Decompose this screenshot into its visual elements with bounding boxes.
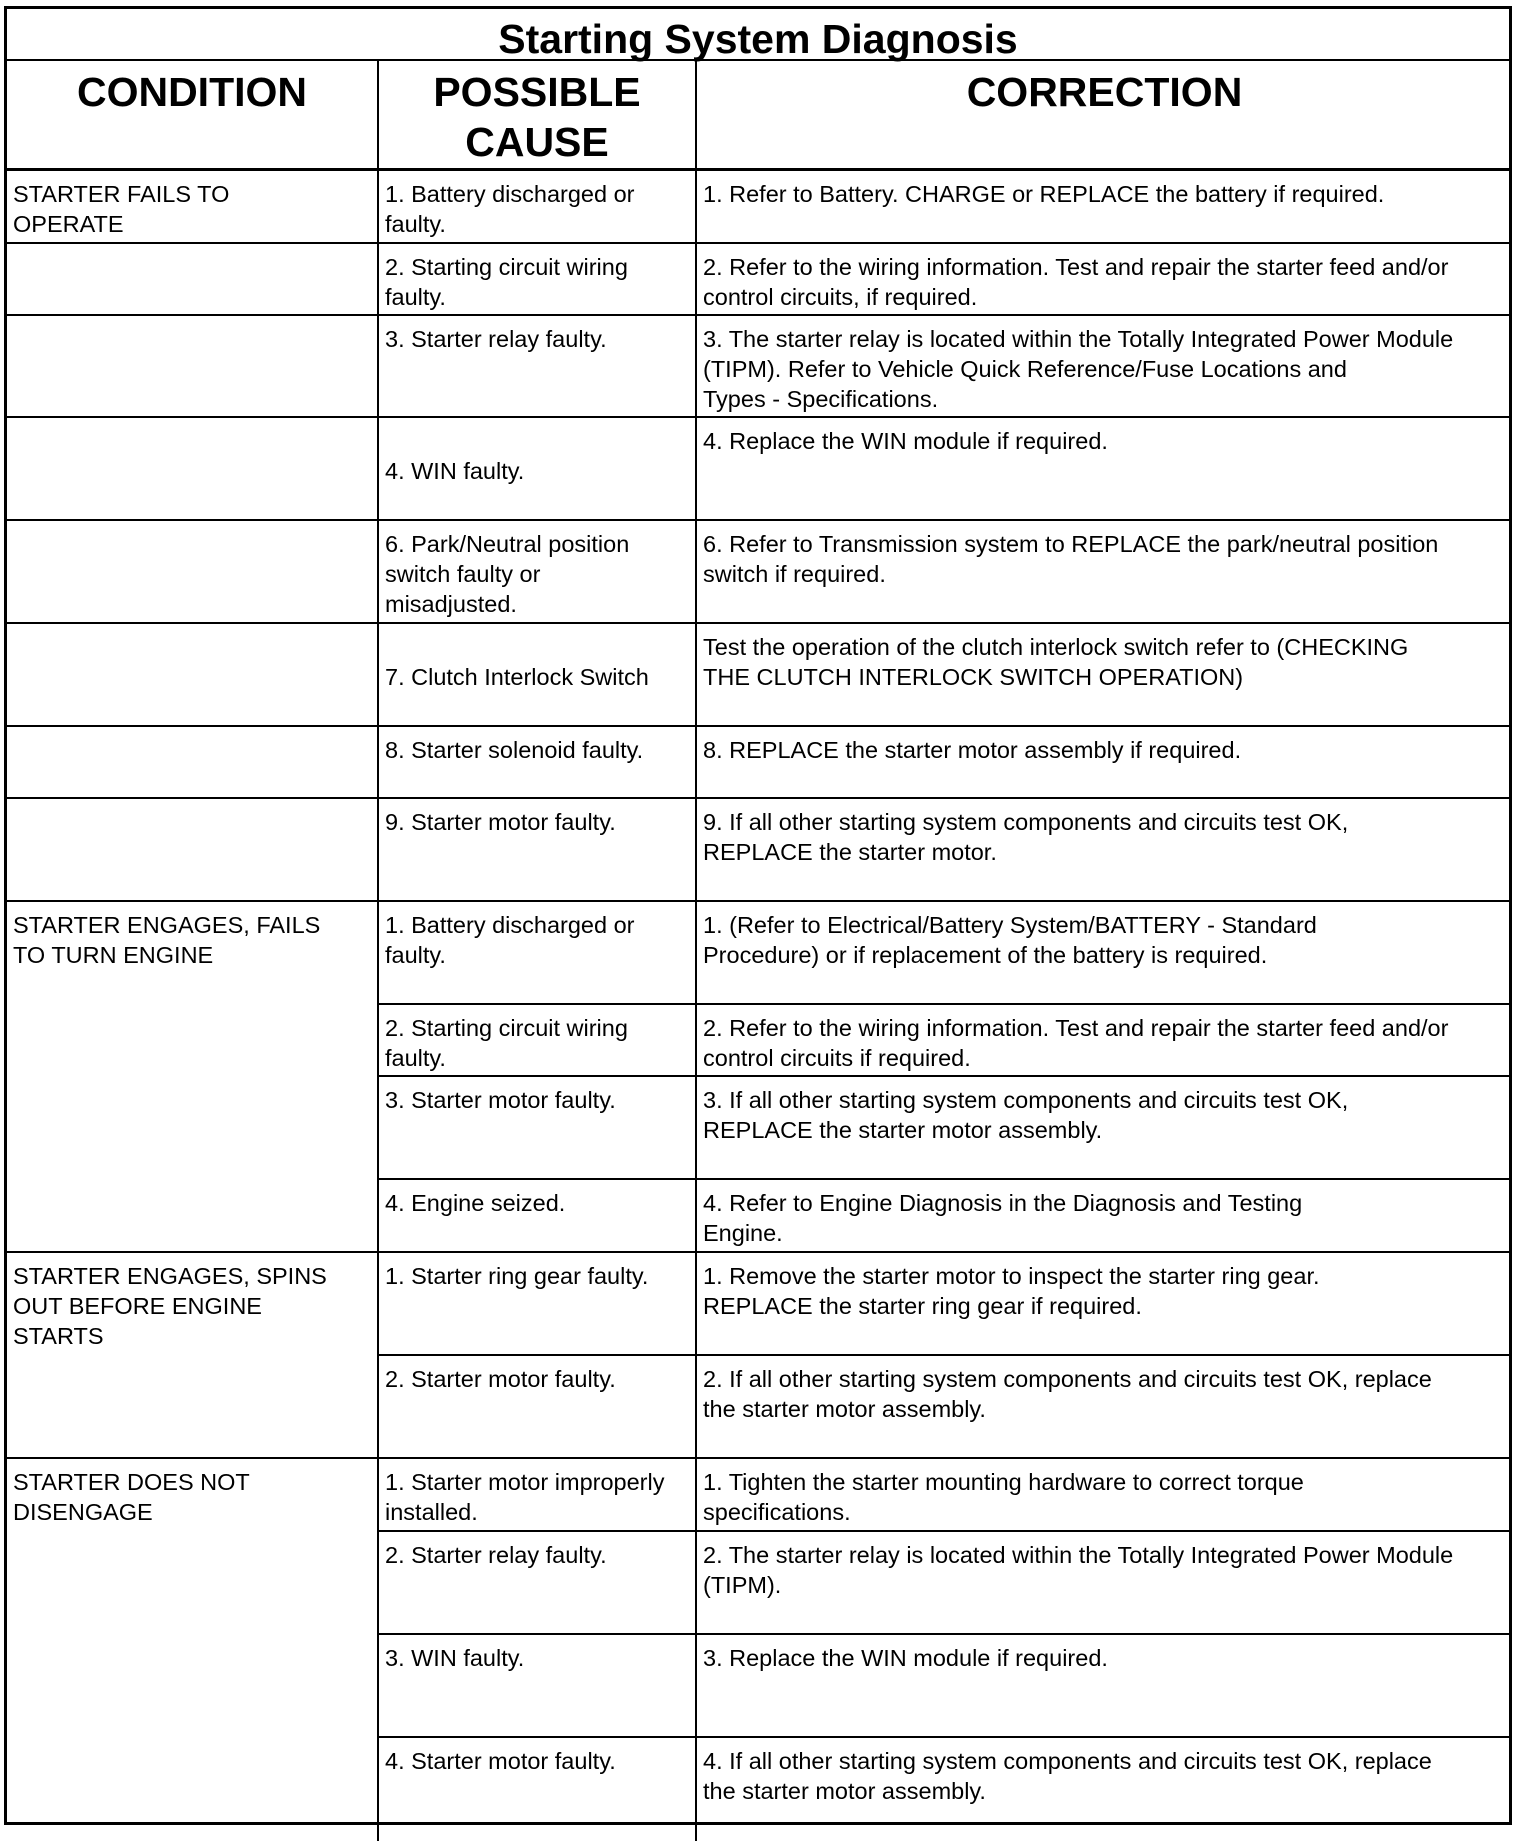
table-row	[7, 1077, 1512, 1180]
possible-cause-cell: 4. WIN faulty.	[379, 418, 697, 521]
possible-cause-cell: 1. Starter motor improperly installed.	[379, 1459, 697, 1532]
correction-cell: 6. Refer to Transmission system to REPLACE the park/neutral position switch if required.	[697, 521, 1512, 624]
possible-cause-cell: 4. Starter motor faulty.	[379, 1738, 697, 1841]
possible-cause-cell: 1. Battery discharged or faulty.	[379, 171, 697, 244]
header-correction: CORRECTION	[697, 61, 1512, 171]
condition-cell	[7, 727, 379, 799]
condition-cell: STARTER DOES NOT DISENGAGE	[7, 1459, 379, 1532]
condition-cell: STARTER ENGAGES, FAILS TO TURN ENGINE	[7, 902, 379, 1005]
correction-cell: 8. REPLACE the starter motor assembly if required.	[697, 727, 1512, 799]
condition-cell	[7, 244, 379, 316]
condition-cell	[7, 418, 379, 521]
condition-cell: STARTER ENGAGES, SPINS OUT BEFORE ENGINE STARTS	[7, 1253, 379, 1356]
correction-cell: 2. Refer to the wiring information. Test and repair the starter feed and/or control circuits if required.	[697, 1005, 1512, 1077]
possible-cause-cell: 3. Starter relay faulty.	[379, 316, 697, 418]
correction-cell: 2. If all other starting system components and circuits test OK, replace the starter motor assembly.	[697, 1356, 1512, 1459]
possible-cause-cell: 2. Starting circuit wiring faulty.	[379, 244, 697, 316]
correction-cell: 3. If all other starting system components and circuits test OK, REPLACE the starter motor assembly.	[697, 1077, 1512, 1180]
header-condition: CONDITION	[7, 61, 379, 171]
correction-cell: 1. Tighten the starter mounting hardware to correct torque specifications.	[697, 1459, 1512, 1532]
possible-cause-cell: 7. Clutch Interlock Switch	[379, 624, 697, 727]
table-row	[7, 1005, 1512, 1077]
condition-cell	[7, 521, 379, 624]
table-row	[7, 1635, 1512, 1738]
condition-cell	[7, 1738, 379, 1841]
possible-cause-cell: 3. Starter motor faulty.	[379, 1077, 697, 1180]
condition-cell	[7, 1635, 379, 1738]
possible-cause-cell: 3. WIN faulty.	[379, 1635, 697, 1738]
correction-cell: 4. Refer to Engine Diagnosis in the Diagnosis and Testing Engine.	[697, 1180, 1512, 1253]
condition-cell: STARTER FAILS TO OPERATE	[7, 171, 379, 244]
table-row	[7, 1738, 1512, 1841]
correction-cell: Test the operation of the clutch interlock switch refer to (CHECKING THE CLUTCH INTERLOCK SWITCH OPERATION)	[697, 624, 1512, 727]
correction-cell: 1. (Refer to Electrical/Battery System/BATTERY - Standard Procedure) or if replacement of the battery is required.	[697, 902, 1512, 1005]
table-row	[7, 316, 1512, 418]
correction-cell: 2. Refer to the wiring information. Test and repair the starter feed and/or control circuits, if required.	[697, 244, 1512, 316]
condition-cell	[7, 1005, 379, 1077]
table-body	[7, 171, 1512, 1841]
table-row	[7, 624, 1512, 727]
table-row	[7, 1356, 1512, 1459]
possible-cause-cell: 2. Starting circuit wiring faulty.	[379, 1005, 697, 1077]
table-row	[7, 1532, 1512, 1635]
correction-cell: 4. Replace the WIN module if required.	[697, 418, 1512, 521]
table-row	[7, 799, 1512, 902]
correction-cell: 3. The starter relay is located within the Totally Integrated Power Module (TIPM). Refer to Vehicle Quick Reference/Fuse Locations and Types - Specifications.	[697, 316, 1512, 418]
table-title: Starting System Diagnosis	[7, 9, 1509, 61]
table-row	[7, 521, 1512, 624]
table-row	[7, 418, 1512, 521]
table-row	[7, 1253, 1512, 1356]
possible-cause-cell: 1. Battery discharged or faulty.	[379, 902, 697, 1005]
possible-cause-cell: 8. Starter solenoid faulty.	[379, 727, 697, 799]
table-row	[7, 244, 1512, 316]
condition-cell	[7, 624, 379, 727]
condition-cell	[7, 316, 379, 418]
condition-cell	[7, 1180, 379, 1253]
table-row	[7, 1459, 1512, 1532]
table-row	[7, 902, 1512, 1005]
table-row	[7, 1180, 1512, 1253]
possible-cause-cell: 4. Engine seized.	[379, 1180, 697, 1253]
correction-cell: 2. The starter relay is located within the Totally Integrated Power Module (TIPM).	[697, 1532, 1512, 1635]
correction-cell: 3. Replace the WIN module if required.	[697, 1635, 1512, 1738]
correction-cell: 1. Refer to Battery. CHARGE or REPLACE the battery if required.	[697, 171, 1512, 244]
condition-cell	[7, 799, 379, 902]
condition-cell	[7, 1077, 379, 1180]
correction-cell: 4. If all other starting system components and circuits test OK, replace the starter motor assembly.	[703, 1748, 1432, 1804]
condition-cell	[7, 1532, 379, 1635]
possible-cause-cell: 2. Starter motor faulty.	[379, 1356, 697, 1459]
table-row	[7, 727, 1512, 799]
possible-cause-cell: 2. Starter relay faulty.	[379, 1532, 697, 1635]
condition-cell	[7, 1356, 379, 1459]
possible-cause-cell: 9. Starter motor faulty.	[379, 799, 697, 902]
possible-cause-cell: 1. Starter ring gear faulty.	[379, 1253, 697, 1356]
diagnosis-table	[4, 6, 1512, 1825]
correction-cell: 1. Remove the starter motor to inspect the starter ring gear. REPLACE the starter ring gear if required.	[697, 1253, 1512, 1356]
correction-cell: 9. If all other starting system components and circuits test OK, REPLACE the starter motor.	[697, 799, 1512, 902]
header-possible-cause: POSSIBLE CAUSE	[379, 61, 697, 171]
table-row	[7, 171, 1512, 244]
possible-cause-cell: 6. Park/Neutral position switch faulty or misadjusted.	[379, 521, 697, 624]
